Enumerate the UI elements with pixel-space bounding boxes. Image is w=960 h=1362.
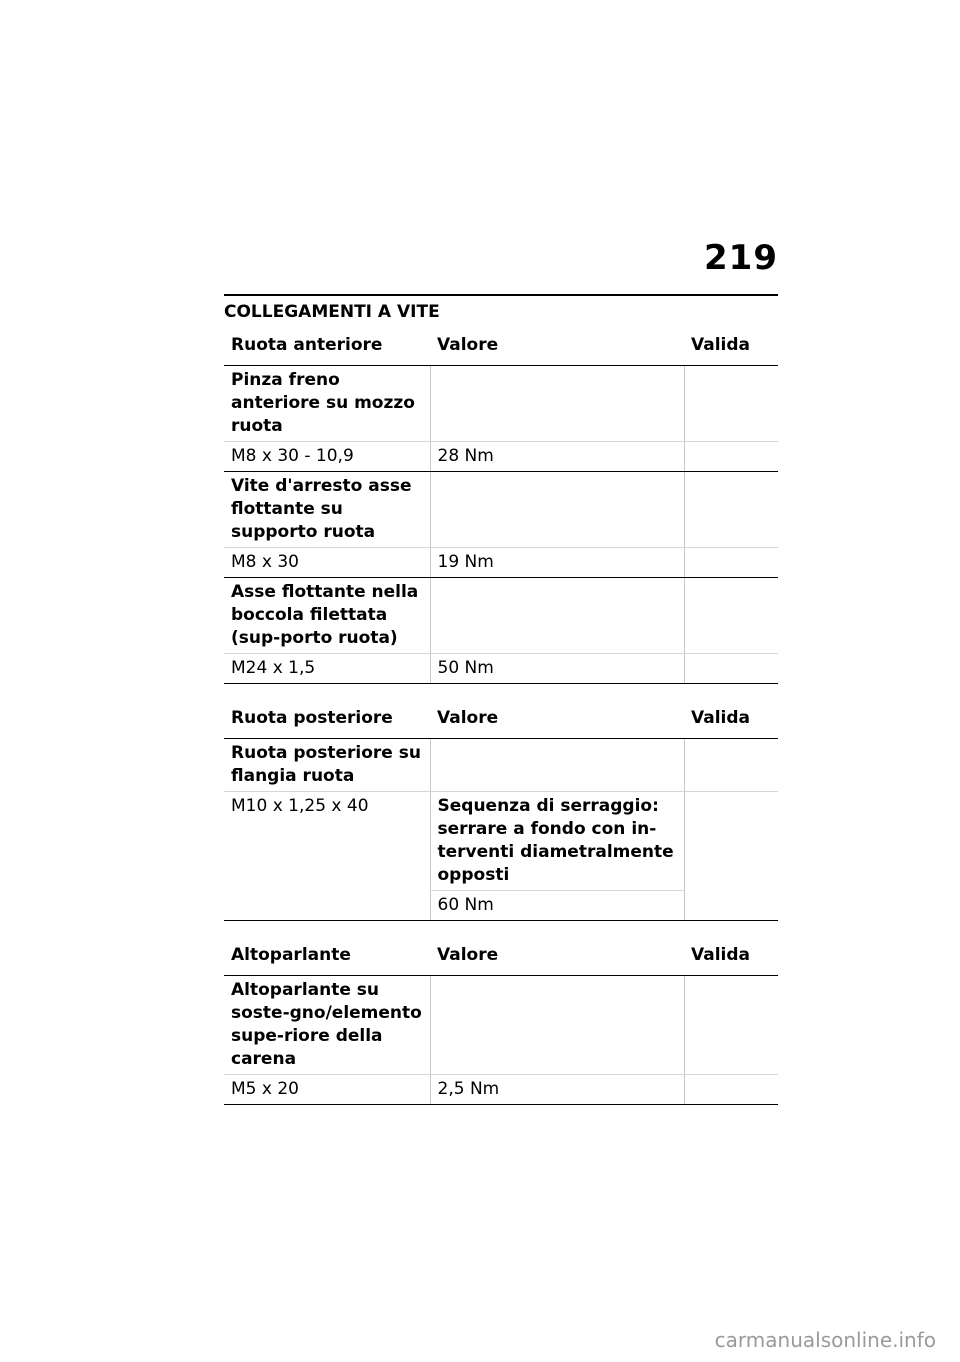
table-row xyxy=(224,976,778,1075)
tightening-note: Sequenza di serraggio: serrare a fondo con in-terventi diametralmente opposti xyxy=(430,792,684,891)
column-header: Valida xyxy=(684,935,778,976)
table-row xyxy=(224,792,778,891)
table-row xyxy=(224,578,778,654)
table-row xyxy=(224,739,778,792)
table-row xyxy=(224,1075,778,1105)
screw-spec: M24 x 1,5 xyxy=(224,654,430,684)
column-header: Valida xyxy=(684,698,778,739)
component-name: Ruota posteriore su flangia ruota xyxy=(224,739,430,792)
column-header: Valida xyxy=(684,325,778,366)
table-header-row xyxy=(224,935,778,976)
table-row xyxy=(224,548,778,578)
screw-spec: M5 x 20 xyxy=(224,1075,430,1105)
column-header: Valore xyxy=(430,935,684,976)
column-header: Ruota posteriore xyxy=(224,698,430,739)
table-header-row xyxy=(224,698,778,739)
torque-value: 60 Nm xyxy=(430,891,684,921)
section-title: COLLEGAMENTI A VITE xyxy=(224,294,778,325)
watermark-text: carmanualsonline.info xyxy=(714,1328,936,1352)
table-row xyxy=(224,442,778,472)
column-header: Ruota anteriore xyxy=(224,325,430,366)
screw-spec: M10 x 1,25 x 40 xyxy=(224,792,430,921)
torque-value: 2,5 Nm xyxy=(430,1075,684,1105)
table-header-row xyxy=(224,325,778,366)
component-name: Asse flottante nella boccola filettata (sup-porto ruota) xyxy=(224,578,430,654)
component-name: Pinza freno anteriore su mozzo ruota xyxy=(224,366,430,442)
screw-connections-section xyxy=(224,294,778,1105)
column-header: Valore xyxy=(430,698,684,739)
torque-value: 19 Nm xyxy=(430,548,684,578)
column-header: Valore xyxy=(430,325,684,366)
table-row xyxy=(224,472,778,548)
table-row xyxy=(224,366,778,442)
torque-value: 50 Nm xyxy=(430,654,684,684)
screw-spec: M8 x 30 - 10,9 xyxy=(224,442,430,472)
rear-wheel-table xyxy=(224,698,778,921)
column-header: Altoparlante xyxy=(224,935,430,976)
screw-spec: M8 x 30 xyxy=(224,548,430,578)
speaker-table xyxy=(224,935,778,1105)
front-wheel-table xyxy=(224,325,778,684)
torque-value: 28 Nm xyxy=(430,442,684,472)
component-name: Vite d'arresto asse flottante su supporto ruota xyxy=(224,472,430,548)
page-number: 219 xyxy=(704,238,778,278)
table-row xyxy=(224,654,778,684)
component-name: Altoparlante su soste-gno/elemento supe-riore della carena xyxy=(224,976,430,1075)
